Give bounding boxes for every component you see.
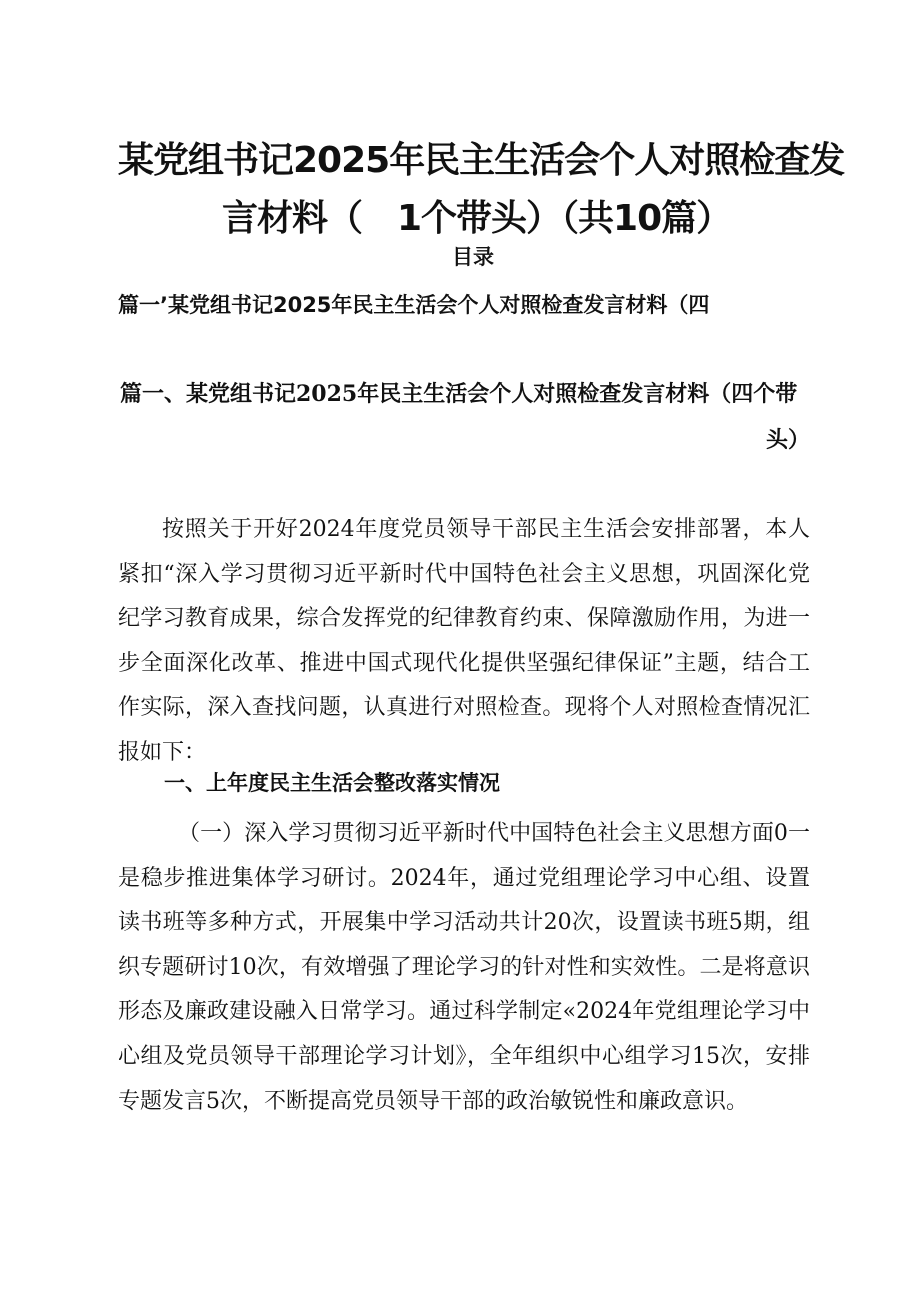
section-title — [120, 371, 810, 463]
heading-one: 一、上年度民主生活会整改落实情况 — [164, 771, 500, 795]
intro-paragraph: 按照关于开好2024年度党员领导干部民主生活会安排部署，本人紧扣“深入学习贯彻习近平新时代中国特色社会主义思想，巩固深化党纪学习教育成果，综合发挥党的纪律教育约束、保障激励作用，为进一步全面深化改革、推进中国式现代化提供坚强纪律保证”主题，结合工作实际，深入查找问题，认真进行对照检查。现将个人对照检查情况汇报如下： — [118, 517, 810, 765]
section-title-line-2: 头） — [765, 427, 810, 453]
body-paragraph: （一）深入学习贯彻习近平新时代中国特色社会主义思想方面0一是稳步推进集体学习研讨。2024年，通过党组理论学习中心组、设置读书班等多种方式，开展集中学习活动共计20次，设置读书班5期，组织专题研讨10次，有效增强了理论学习的针对性和实效性。二是将意识形态及廉政建设融入日常学习。通过科学制定«2024年党组理论学习中心组及党员领导干部理论学习计划》，全年组织中心组学习15次，安排专题发言5次，不断提高党员领导干部的政治敏锐性和廉政意识。 — [118, 821, 810, 1114]
document-title-line-2: 言材料（ 1个带头）（共10篇） — [222, 198, 732, 239]
toc-item[interactable]: 篇一’某党组书记2025年民主生活会个人对照检查发言材料（四 — [118, 293, 710, 317]
section-title-line-1: 篇一、某党组书记2025年民主生活会个人对照检查发言材料（四个带 — [120, 381, 798, 407]
toc-heading: 目录 — [452, 245, 494, 269]
document-title-line-1: 某党组书记2025年民主生活会个人对照检查发 — [118, 140, 845, 181]
